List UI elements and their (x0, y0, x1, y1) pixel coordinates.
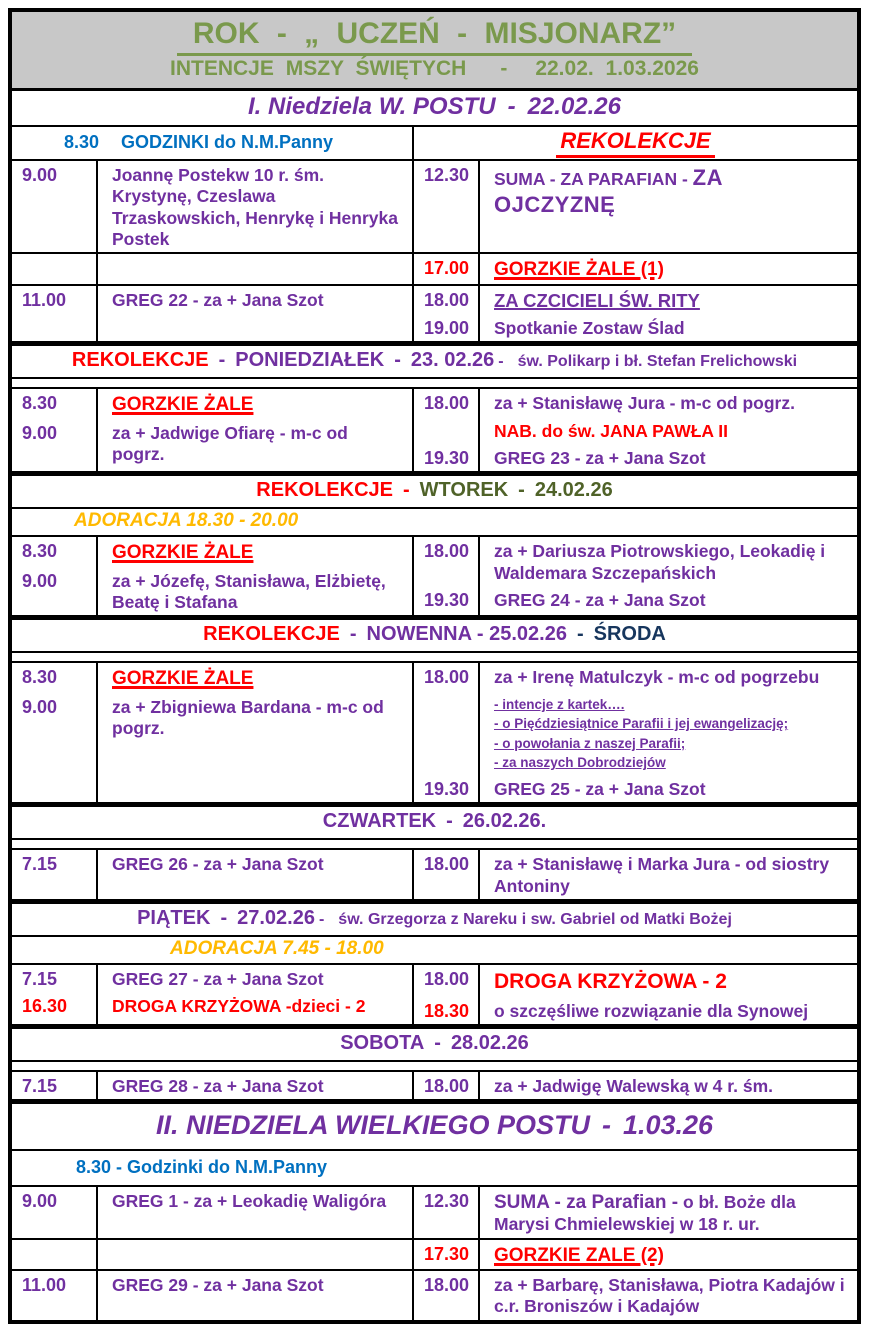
thursday-row (12, 850, 857, 901)
time-cell: 9.00 (22, 570, 58, 591)
intention-cell: GREG 24 - za + Jana Szot (494, 590, 706, 611)
dash: - (220, 906, 228, 929)
time-cell: 18.00 (424, 1075, 470, 1096)
intention-cell: za + Barbarę, Stanisława, Piotra Kadajów i c.r. Broniszów i Kadajów (494, 1274, 845, 1317)
time-cell: 9.00 (22, 422, 58, 443)
intention-cell: GREG 25 - za + Jana Szot (494, 778, 706, 799)
sunday2-row3-right (414, 1271, 857, 1320)
time-cell: 8.30 (22, 667, 58, 688)
intention-cell (96, 389, 412, 418)
suma-label: SUMA - ZA PARAFIAN - (494, 169, 688, 189)
saturday-header (12, 1026, 857, 1062)
friday-saint: św. Grzegorza z Nareku i sw. Gabriel od Matki Bożej (338, 910, 732, 928)
monday-date: 23. 02.26 (410, 349, 495, 372)
time-cell: 19.30 (424, 778, 470, 799)
sunday2-row2-right (414, 1240, 857, 1269)
dash: - (498, 353, 504, 371)
intention-cell (96, 537, 412, 566)
spacer-row (12, 840, 857, 850)
wednesday-header (12, 617, 857, 653)
godzinki-cell (12, 127, 414, 159)
tuesday-left (12, 537, 414, 615)
intention-cell: za + Jadwigę Walewską w 4 r. śm. (494, 1075, 774, 1096)
year-title-text: ROK - „ UCZEŃ - MISJONARZ” (177, 17, 692, 56)
sub-intentions-list (478, 691, 857, 775)
time-cell: 18.30 (424, 1000, 470, 1021)
sunday1-row2 (12, 254, 857, 285)
monday-right (414, 389, 857, 471)
time-cell: 16.30 (22, 996, 68, 1017)
intention-cell (478, 254, 857, 283)
godzinki-row (12, 127, 857, 161)
sunday2-title-date: 1.03.26 (622, 1110, 714, 1141)
sub-intention: - o powołania z naszej Parafii; (494, 735, 686, 751)
time-cell: 8.30 (22, 541, 58, 562)
year-title (12, 17, 857, 56)
saturday-day: SOBOTA (340, 1031, 425, 1054)
time-cell: 18.00 (424, 968, 470, 989)
intention-cell: o szczęśliwe rozwiązanie dla Synowej (494, 1000, 809, 1021)
wednesday-rekolekcje: REKOLEKCJE (203, 623, 340, 646)
saturday-right (414, 1072, 857, 1099)
intention-cell (478, 1240, 857, 1269)
rekolekcje-cell (414, 128, 857, 158)
intention-cell: za + Irenę Matulczyk - m-c od pogrzebu (494, 667, 820, 688)
friday-date: 27.02.26 (237, 906, 315, 929)
sunday1-title-dash: - (507, 93, 516, 120)
time-cell: 18.00 (424, 393, 470, 414)
droga-krzyzowa-label: DROGA KRZYŻOWA - 2 (494, 969, 727, 993)
intention-cell: GREG 28 - za + Jana Szot (112, 1075, 324, 1096)
time-cell: 7.15 (22, 1075, 58, 1096)
gorzkie-zale-label: GORZKIE ZALE (2) (494, 1244, 664, 1266)
empty-time-cell (12, 254, 96, 260)
time-cell: 18.00 (424, 854, 470, 875)
time-cell: 9.00 (22, 1191, 58, 1212)
time-cell: 17.00 (424, 258, 470, 279)
monday-saint: św. Polikarp i bł. Stefan Frelichowski (517, 353, 798, 371)
intention-cell (96, 663, 412, 692)
time-cell: 18.00 (424, 541, 470, 562)
subtitle-row (12, 57, 857, 81)
tuesday-day: WTOREK (419, 479, 509, 502)
sunday2-row1 (12, 1187, 857, 1240)
time-cell: 11.00 (22, 1274, 67, 1295)
thursday-right (414, 850, 857, 899)
time-cell: 12.30 (424, 1191, 470, 1212)
sunday1-row1-left (12, 161, 414, 252)
spacer-row (12, 379, 857, 389)
intention-cell: Spotkanie Zostaw Ślad (494, 318, 685, 339)
gorzkie-zale-label: GORZKIE ŻALE (112, 668, 254, 690)
time-cell: 18.00 (424, 667, 470, 688)
monday-header (12, 343, 857, 379)
empty-time-cell (12, 1240, 96, 1246)
dash: - (576, 623, 584, 646)
tuesday-rekolekcje: REKOLEKCJE (256, 479, 393, 502)
time-cell: 19.30 (424, 448, 470, 469)
intention-cell: GREG 22 - za + Jana Szot (112, 289, 324, 310)
mass-intentions-table (8, 8, 861, 1324)
czciciele-rity-label: ZA CZCICIELI ŚW. RITY (494, 289, 700, 311)
saturday-row (12, 1072, 857, 1101)
za-ojczyzne-label: ZA OJCZYZNĘ (494, 165, 723, 217)
sunday1-row3-left (12, 286, 414, 342)
time-cell: 18.00 (424, 289, 470, 310)
nabozenstwo-label: NAB. do św. JANA PAWŁA II (494, 420, 728, 441)
time-cell: 17.30 (424, 1243, 470, 1264)
time-cell: 8.30 (22, 393, 58, 414)
dash: - (349, 623, 357, 646)
tuesday-adoracja: ADORACJA 18.30 - 20.00 (12, 509, 857, 537)
friday-row (12, 965, 857, 1026)
time-cell: 12.30 (424, 165, 470, 185)
time-cell: 9.00 (22, 696, 58, 717)
monday-row (12, 389, 857, 473)
wednesday-nowenna: NOWENNA - 25.02.26 (366, 623, 567, 646)
friday-day: PIĄTEK (137, 906, 211, 929)
wednesday-row (12, 663, 857, 804)
sunday1-row1-right (414, 161, 857, 252)
monday-left (12, 389, 414, 471)
tuesday-date: 24.02.26 (534, 479, 613, 502)
suma-detail: o bł. Boże dla Marysi Chmielewskiej w 18 r. ur. (494, 1192, 796, 1235)
saturday-left (12, 1072, 414, 1099)
sunday2-row1-right (414, 1187, 857, 1238)
saturday-date: 28.02.26 (450, 1031, 529, 1054)
tuesday-header (12, 473, 857, 509)
gorzkie-zale-label: GORZKIE ŻALE (112, 542, 254, 564)
sunday1-row3-right (414, 286, 857, 342)
thursday-header (12, 804, 857, 840)
intention-cell: za + Józefę, Stanisława, Elżbietę, Beatę i Stafana (112, 570, 386, 612)
thursday-left (12, 850, 414, 899)
sub-intention: - za naszych Dobrodziejów (494, 755, 666, 771)
intention-cell: Joannę Postekw 10 r. śm. Krystynę, Czeslawa Trzaskowskich, Henrykę i Henryka Postek (112, 165, 398, 250)
thursday-date: 26.02.26. (462, 810, 547, 833)
friday-adoracja: ADORACJA 7.45 - 18.00 (12, 937, 857, 965)
subtitle-date: 22.02. 1.03.2026 (535, 57, 699, 80)
gorzkie-zale-label: GORZKIE ŻALE (112, 394, 254, 416)
droga-krzyzowa-dzieci-label: DROGA KRZYŻOWA -dzieci - 2 (112, 996, 366, 1017)
intention-cell: GREG 27 - za + Jana Szot (112, 968, 324, 989)
sunday1-row2-right (414, 254, 857, 283)
tuesday-row (12, 537, 857, 617)
rekolekcje-label: REKOLEKCJE (556, 128, 714, 158)
time-cell: 7.15 (22, 854, 58, 875)
time-cell: 11.00 (22, 289, 67, 310)
intention-cell (478, 286, 857, 315)
intention-cell: GREG 29 - za + Jana Szot (112, 1274, 324, 1295)
monday-rekolekcje: REKOLEKCJE (71, 349, 209, 372)
empty-time-cell (414, 417, 478, 444)
friday-right (414, 965, 857, 1024)
sunday1-row3 (12, 286, 857, 344)
intention-cell: za + Stanisławę Jura - m-c od pogrz. (494, 393, 795, 414)
friday-left (12, 965, 414, 1024)
intention-cell: za + Stanisławę i Marka Jura - od siostry Antoniny (494, 854, 830, 896)
wednesday-right (414, 663, 857, 802)
subtitle-dash: - (500, 57, 508, 80)
sunday2-title-dash: - (601, 1110, 611, 1141)
sunday1-title-text: I. Niedziela W. POSTU (247, 93, 496, 120)
time-cell: 9.00 (22, 165, 58, 185)
intention-cell: za + Zbigniewa Bardana - m-c od pogrz. (112, 696, 384, 738)
time-cell: 19.00 (424, 318, 470, 339)
spacer-row (12, 1062, 857, 1072)
empty-intention-cell (96, 254, 412, 260)
wednesday-day: ŚRODA (593, 623, 666, 646)
empty-intention-cell (96, 1240, 412, 1246)
intention-cell: GREG 1 - za + Leokadię Waligóra (112, 1191, 387, 1212)
dash: - (402, 479, 410, 502)
suma-label: SUMA - za Parafian - (494, 1192, 679, 1214)
sunday2-godzinki-row: 8.30 - Godzinki do N.M.Panny (12, 1151, 857, 1187)
wednesday-left (12, 663, 414, 802)
dash: - (434, 1031, 441, 1054)
time-cell: 19.30 (424, 590, 470, 611)
time-cell: 7.15 (22, 968, 58, 989)
empty-time-cell (414, 691, 478, 775)
godzinki-text: GODZINKI do N.M.Panny (121, 132, 334, 152)
sunday1-row2-left (12, 254, 414, 283)
dash: - (218, 349, 226, 372)
intention-cell: za + Dariusza Piotrowskiego, Leokadię i Waldemara Szczepańskich (494, 541, 826, 583)
sunday2-row1-left (12, 1187, 414, 1238)
sunday2-title-text: II. NIEDZIELA WIELKIEGO POSTU (155, 1110, 590, 1141)
intention-cell: GREG 23 - za + Jana Szot (494, 448, 706, 469)
sunday2-row3 (12, 1271, 857, 1320)
tuesday-right (414, 537, 857, 615)
dash: - (318, 910, 325, 928)
sunday2-row2 (12, 1240, 857, 1271)
intention-cell (478, 161, 857, 221)
dash: - (518, 479, 525, 502)
dash: - (446, 810, 453, 833)
subtitle-text: INTENCJE MSZY ŚWIĘTYCH (170, 57, 467, 80)
sub-intention: - o Pięćdziesiątnice Parafii i jej ewangelizację; (494, 716, 789, 732)
dash: - (394, 349, 401, 372)
sunday1-row1 (12, 161, 857, 254)
sub-intention: - intencje z kartek…. (494, 696, 625, 712)
spacer-row (12, 653, 857, 663)
sunday2-title (12, 1101, 857, 1151)
sunday2-row2-left (12, 1240, 414, 1269)
sunday2-row3-left (12, 1271, 414, 1320)
intention-cell (478, 1187, 857, 1238)
time-cell: 18.00 (424, 1274, 470, 1295)
intention-cell: za + Jadwige Ofiarę - m-c od pogrz. (112, 422, 348, 464)
intention-cell: GREG 26 - za + Jana Szot (112, 854, 324, 875)
monday-day: PONIEDZIAŁEK (235, 349, 385, 372)
sunday1-title-date: 22.02.26 (527, 93, 621, 120)
sunday1-title (12, 91, 857, 127)
gorzkie-zale-label: GORZKIE ŻALE (1) (494, 259, 664, 281)
friday-header (12, 901, 857, 937)
main-header (12, 12, 857, 91)
godzinki-time: 8.30 (64, 132, 100, 152)
thursday-day: CZWARTEK (322, 810, 437, 833)
